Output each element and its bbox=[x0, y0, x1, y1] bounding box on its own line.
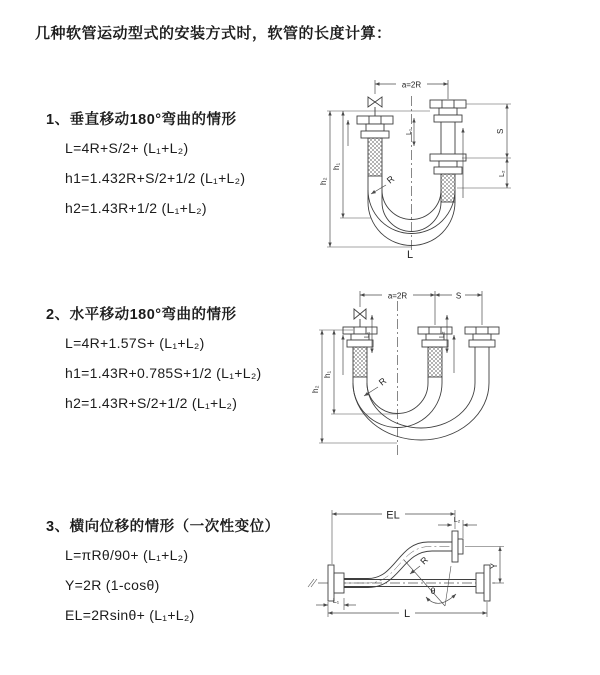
dim-label-l1: L₁ bbox=[406, 128, 413, 135]
diagram-horizontal-movement-180-bend bbox=[308, 283, 600, 463]
braided-hose-middle bbox=[428, 347, 442, 377]
dim-h1 bbox=[332, 111, 371, 218]
dim-label-l1: L₁ bbox=[332, 598, 340, 605]
braided-hose-left bbox=[353, 347, 367, 377]
diagram-vertical-movement-180-bend bbox=[313, 70, 565, 262]
formula: L=4R+1.57S+ (L₁+L₂) bbox=[65, 335, 205, 351]
top-right-flange bbox=[452, 531, 463, 562]
formula: L=4R+S/2+ (L₁+L₂) bbox=[65, 140, 189, 156]
dim-s bbox=[462, 104, 511, 158]
dim-label-a2r: a=2R bbox=[401, 80, 422, 90]
formula: h2=1.43R+S/2+1/2 (L₁+L₂) bbox=[65, 395, 238, 411]
left-flange bbox=[357, 116, 393, 138]
dim-label-s: S bbox=[455, 291, 462, 301]
formula: L=πRθ/90+ (L₁+L₂) bbox=[65, 547, 189, 563]
valve-icon bbox=[354, 309, 366, 327]
dim-label-r: R bbox=[376, 375, 389, 388]
page-title: 几种软管运动型式的安装方式时，软管的长度计算： bbox=[35, 25, 392, 42]
formula: EL=2Rsinθ+ (L₁+L₂) bbox=[65, 607, 195, 623]
dim-label-el: EL bbox=[386, 509, 400, 522]
dim-label-l1: L₁ bbox=[364, 331, 371, 338]
dim-label-l2: L₂ bbox=[453, 517, 461, 524]
braided-hose-left bbox=[368, 138, 382, 176]
dim-label-h2: h₂ bbox=[311, 385, 320, 393]
formula: h1=1.43R+0.785S+1/2 (L₁+L₂) bbox=[65, 365, 262, 381]
dim-label-l: L bbox=[403, 608, 411, 620]
dim-s bbox=[435, 290, 482, 301]
dim-label-l2: L₂ bbox=[499, 170, 506, 177]
dim-label-l2: L₂ bbox=[439, 331, 446, 338]
dim-label-s: S bbox=[496, 128, 505, 134]
braided-hose-right bbox=[441, 174, 455, 202]
section-3-heading: 3、横向位移的情形（一次性变位） bbox=[46, 519, 280, 535]
formula: h1=1.432R+S/2+1/2 (L₁+L₂) bbox=[65, 170, 246, 186]
dim-el bbox=[332, 508, 455, 567]
hose-u-bends bbox=[353, 347, 489, 440]
left-flange bbox=[328, 565, 344, 601]
valve-icon bbox=[368, 97, 382, 116]
dim-label-r: R bbox=[418, 554, 431, 567]
dim-label-h1: h₁ bbox=[323, 370, 332, 378]
dim-label-l: L bbox=[406, 249, 414, 261]
dim-r bbox=[371, 173, 397, 194]
dim-label-h2: h₂ bbox=[319, 177, 328, 185]
diagram-lateral-displacement bbox=[300, 498, 600, 650]
dim-label-r: R bbox=[384, 173, 397, 186]
dim-l1 bbox=[316, 598, 356, 610]
dim-label-h1: h₁ bbox=[332, 162, 341, 170]
right-pipe bbox=[430, 100, 466, 202]
dim-r bbox=[364, 375, 389, 396]
dim-label-theta: θ bbox=[430, 586, 436, 596]
hose-s-curve bbox=[344, 542, 452, 588]
dim-l1 bbox=[406, 118, 414, 146]
dim-l2 bbox=[457, 158, 511, 188]
section-2-heading: 2、水平移动180°弯曲的情形 bbox=[46, 307, 237, 323]
dim-label-y: Y bbox=[489, 562, 499, 569]
formula: h2=1.43R+1/2 (L₁+L₂) bbox=[65, 200, 207, 216]
dim-label-a2r: a=2R bbox=[387, 291, 408, 301]
formula: Y=2R (1-cosθ) bbox=[65, 577, 160, 593]
section-1-heading: 1、垂直移动180°弯曲的情形 bbox=[46, 112, 237, 128]
